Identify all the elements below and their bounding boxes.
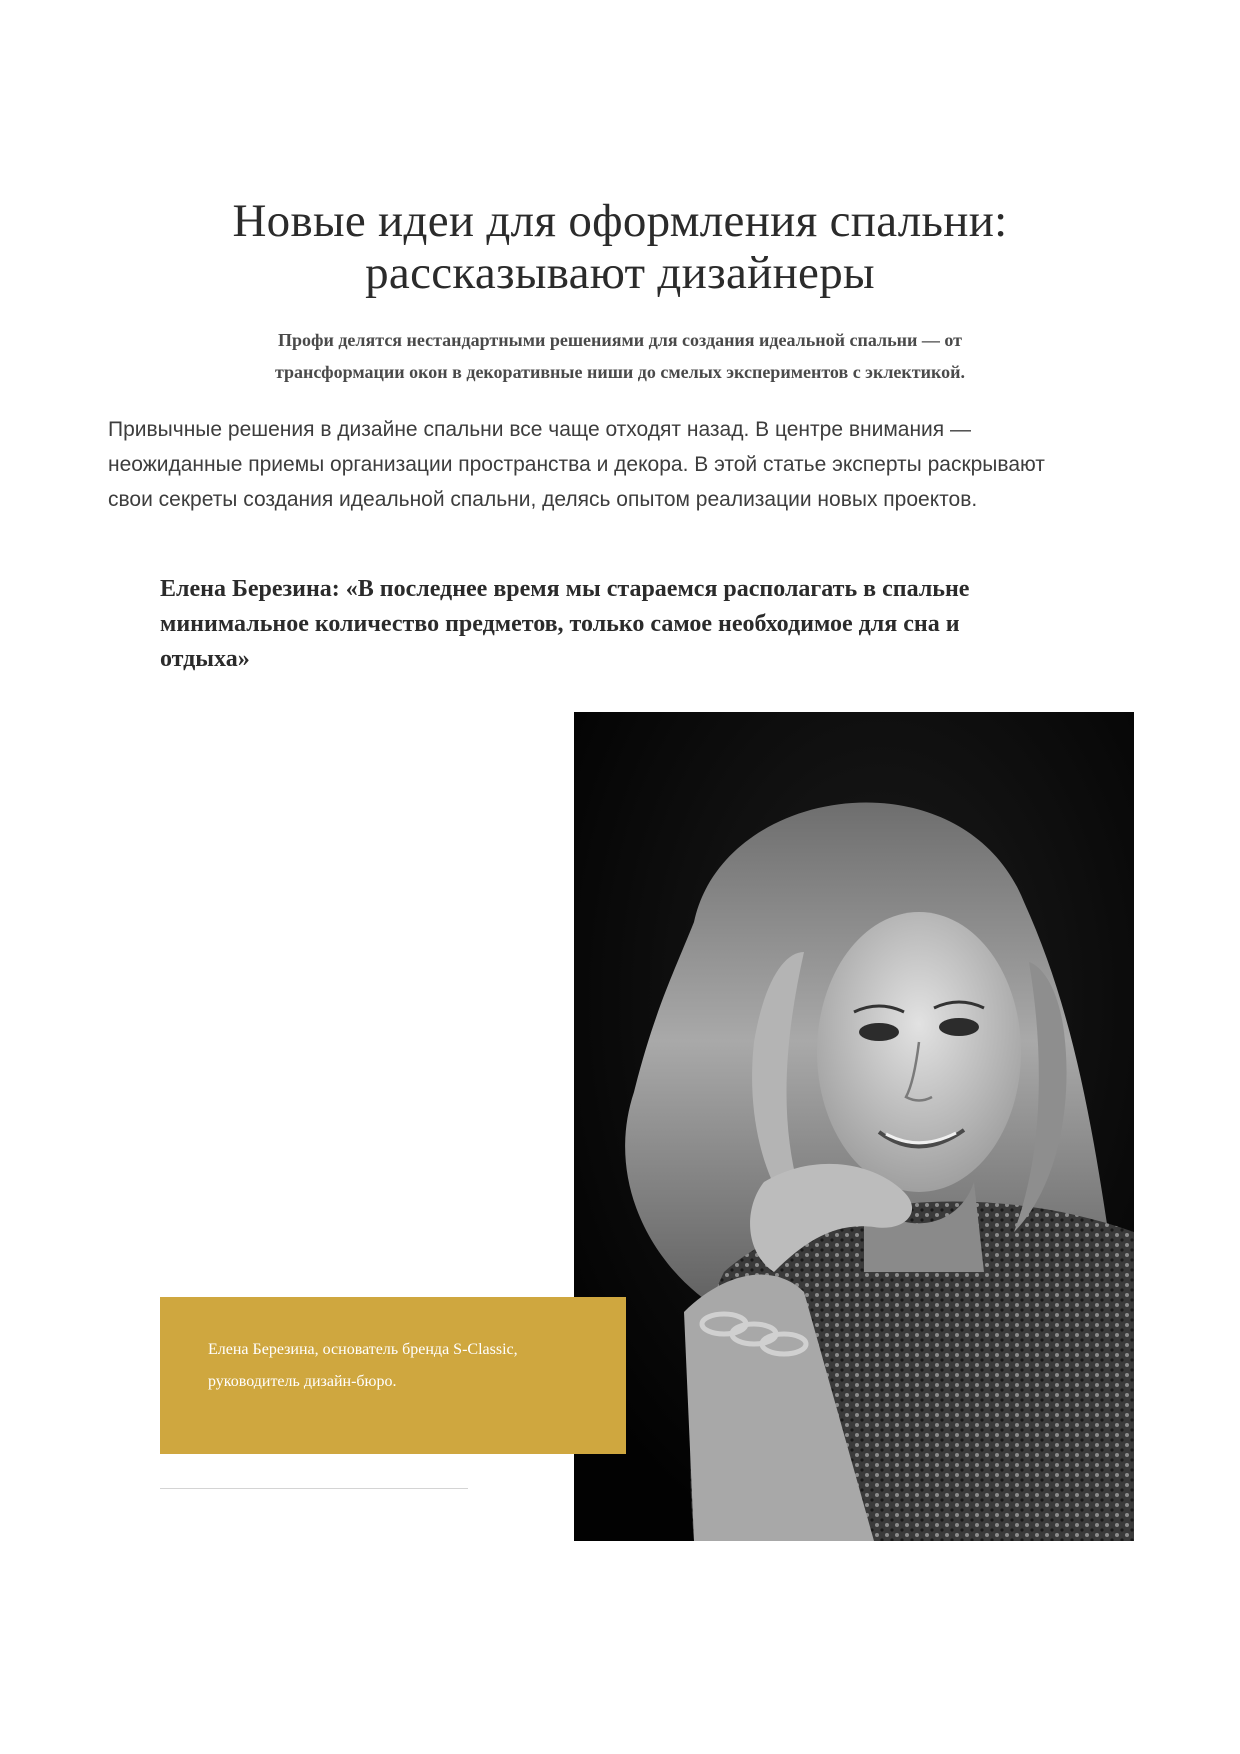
article-subtitle-line-1: Профи делятся нестандартными решениями для создания идеальной спальни — от: [277, 330, 963, 350]
article-title: [120, 195, 1120, 299]
article-lead-paragraph: [108, 412, 1158, 517]
lead-line-1: Привычные решения в дизайне спальни все чаще отходят назад. В центре внимания —: [108, 418, 971, 441]
quote-line-2: минимальное количество предметов, только самое необходимое для сна и: [160, 611, 960, 637]
portrait-caption-box: [160, 1297, 626, 1454]
caption-line-1: Елена Березина, основатель бренда S-Classic,: [208, 1341, 518, 1358]
section-divider: [160, 1488, 468, 1489]
portrait-illustration: [574, 712, 1134, 1541]
portrait-photo: [574, 712, 1134, 1541]
caption-line-2: руководитель дизайн-бюро.: [208, 1373, 397, 1390]
article-subtitle-line-2: трансформации окон в декоративные ниши до смелых экспериментов с эклектикой.: [274, 362, 966, 382]
quote-line-1: Елена Березина: «В последнее время мы стараемся располагать в спальне: [160, 576, 970, 602]
article-title-line-1: Новые идеи для оформления спальни:: [232, 195, 1008, 247]
article-subtitle: [210, 324, 1030, 388]
portrait-caption: [208, 1334, 578, 1398]
lead-line-2: неожиданные приемы организации пространства и декора. В этой статье эксперты раскрывают: [108, 453, 1045, 476]
article-title-line-2: рассказывают дизайнеры: [365, 247, 875, 299]
quote-line-3: отдыха»: [160, 646, 250, 672]
expert-quote: [160, 572, 1100, 677]
lead-line-3: свои секреты создания идеальной спальни, делясь опытом реализации новых проектов.: [108, 488, 978, 511]
